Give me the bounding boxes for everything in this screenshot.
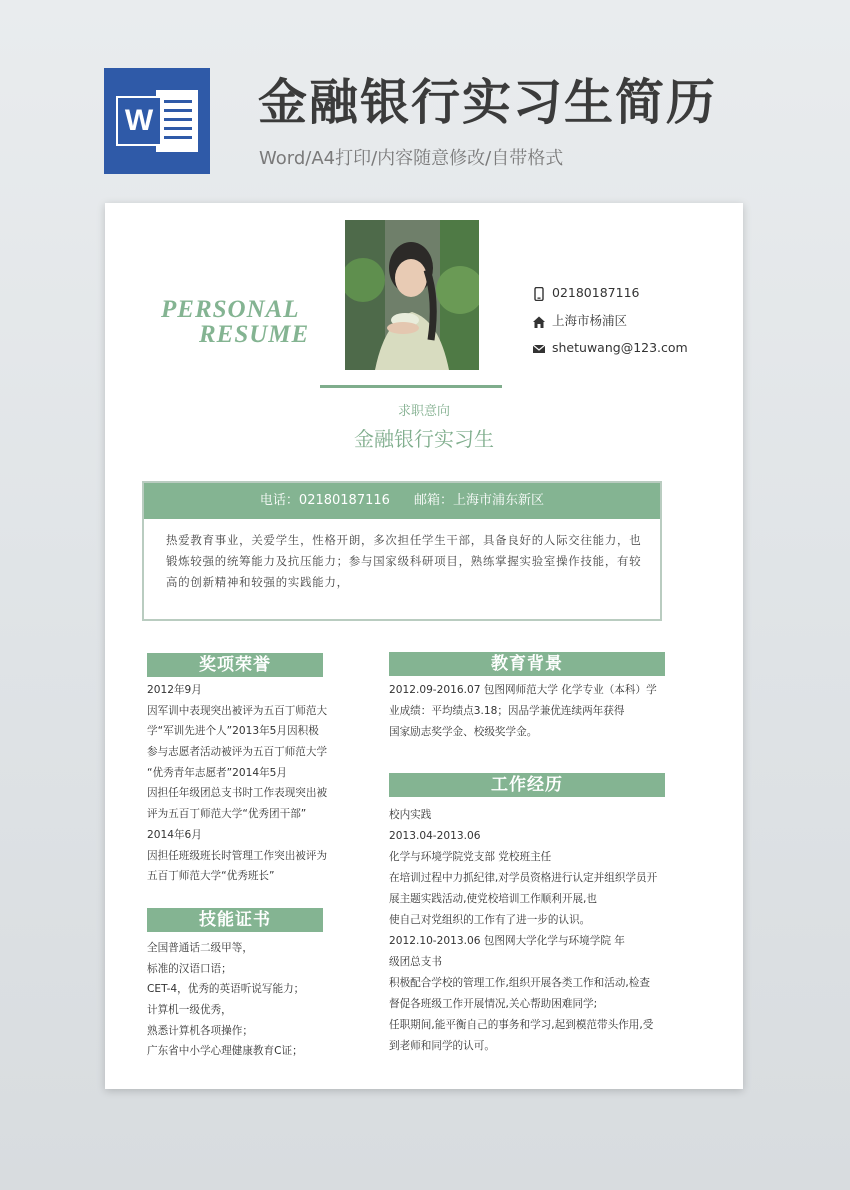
list-item: 督促各班级工作开展情况,关心帮助困难同学; xyxy=(389,998,598,1010)
list-item: 级团总支书 xyxy=(389,956,442,968)
banner-title: 金融银行实习生简历 xyxy=(258,74,718,131)
list-item: 因担任班级班长时管理工作突出被评为 xyxy=(147,849,328,862)
list-item: 熟悉计算机各项操作； xyxy=(147,1024,253,1037)
home-icon xyxy=(532,315,546,329)
resume-page xyxy=(105,203,743,1089)
awards-heading: 奖项荣誉 xyxy=(147,653,323,677)
list-item: 2013.04-2013.06 xyxy=(389,830,481,842)
contact-phone xyxy=(532,283,639,303)
skills-list xyxy=(147,938,304,1062)
list-item: 2014年6月 xyxy=(147,828,202,841)
list-item: 全国普通话二级甲等， xyxy=(147,942,253,954)
info-phone: 电话：02180187116 xyxy=(259,493,390,508)
document-lines-icon xyxy=(156,90,198,152)
list-item: 五百丁师范大学“优秀班长” xyxy=(147,870,275,883)
list-item: 积极配合学校的管理工作,组织开展各类工作和活动,检查 xyxy=(389,977,650,989)
info-bar xyxy=(144,483,660,519)
intro-line: 高的创新精神和较强的实践能力， xyxy=(166,575,349,589)
list-item: 2012年9月 xyxy=(147,684,202,696)
work-heading: 工作经历 xyxy=(389,773,665,797)
intro-paragraph xyxy=(166,530,642,593)
list-item: “优秀青年志愿者”2014年5月 xyxy=(147,766,288,779)
contact-phone-text: 02180187116 xyxy=(552,285,640,300)
contact-email-text: shetuwang@123.com xyxy=(552,340,688,355)
list-item: 任职期间,能平衡自己的事务和学习,起到模范带头作用,受 xyxy=(389,1019,654,1031)
list-item: 广东省中小学心理健康教育C证； xyxy=(147,1045,303,1058)
list-item: 展主题实践活动,使党校培训工作顺利开展,也 xyxy=(389,893,598,905)
info-email: 邮箱：上海市浦东新区 xyxy=(414,493,545,508)
list-item: 标准的汉语口语； xyxy=(147,962,232,975)
contact-address xyxy=(532,311,627,331)
skills-heading: 技能证书 xyxy=(147,908,323,932)
list-item: 学“军训先进个人”2013年5月因积极 xyxy=(147,725,319,738)
contact-address-text: 上海市杨浦区 xyxy=(552,313,628,328)
banner-subtitle: Word/A4打印/内容随意修改/自带格式 xyxy=(259,148,564,169)
personal-heading: PERSONAL xyxy=(161,296,300,323)
list-item: 使自己对党组织的工作有了进一步的认识。 xyxy=(389,914,591,926)
contact-email xyxy=(532,338,688,358)
list-item: 因担任年级团总支书时工作表现突出被 xyxy=(147,787,328,800)
mail-icon xyxy=(532,342,546,356)
list-item: 参与志愿者活动被评为五百丁师范大学 xyxy=(147,746,328,759)
awards-list xyxy=(147,680,327,887)
objective-label: 求职意向 xyxy=(397,404,450,419)
education-heading: 教育背景 xyxy=(389,652,665,676)
list-item: 2012.10-2013.06 包图网大学化学与环境学院 年 xyxy=(389,935,625,947)
list-item: CET-4，优秀的英语听说写能力； xyxy=(147,983,305,996)
profile-summary-box xyxy=(142,481,662,621)
list-item: 在培训过程中力抓纪律,对学员资格进行认定并组织学员开 xyxy=(389,872,658,884)
word-letter: W xyxy=(116,96,162,146)
list-item: 因军训中表现突出被评为五百丁师范大 xyxy=(147,704,328,717)
list-item: 到老师和同学的认可。 xyxy=(389,1040,495,1052)
education-list xyxy=(389,680,657,743)
phone-icon xyxy=(532,287,546,301)
objective-title: 金融银行实习生 xyxy=(354,427,494,451)
list-item: 2012.09-2016.07 包图网师范大学 化学专业（本科）学 xyxy=(389,684,657,696)
list-item: 国家励志奖学金、校级奖学金。 xyxy=(389,726,538,738)
header-divider xyxy=(320,385,502,388)
list-item: 评为五百丁师范大学“优秀团干部” xyxy=(147,808,307,821)
word-icon xyxy=(104,68,210,174)
list-item: 业成绩：平均绩点3.18；因品学兼优连续两年获得 xyxy=(389,705,625,717)
list-item: 校内实践 xyxy=(389,809,432,821)
resume-heading: RESUME xyxy=(199,321,310,348)
list-item: 化学与环境学院党支部 党校班主任 xyxy=(389,851,552,863)
intro-line: 热爱教育事业，关爱学生，性格开朗，多次担任学生干部，具备良好的人际交往能力，也 xyxy=(166,533,642,547)
work-list xyxy=(389,805,657,1057)
list-item: 计算机一级优秀， xyxy=(147,1004,232,1017)
intro-line: 锻炼较强的统筹能力及抗压能力；参与国家级科研项目，熟练掌握实验室操作技能，有较 xyxy=(166,554,642,568)
profile-photo xyxy=(345,220,479,370)
